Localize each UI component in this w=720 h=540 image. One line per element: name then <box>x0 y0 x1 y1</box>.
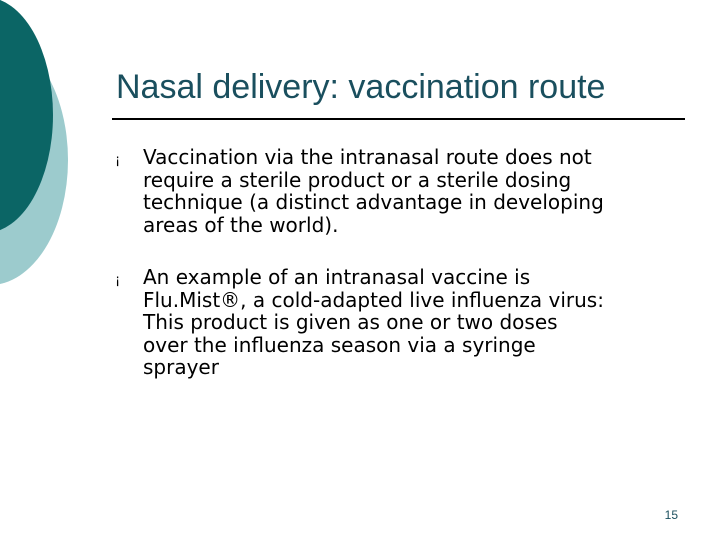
bullet-text-1 <box>143 146 683 236</box>
bullet-2-line: This product is given as one or two doses <box>143 310 558 334</box>
bullet-1-line: Vaccination via the intranasal route does not <box>143 145 592 169</box>
slide-title: Nasal delivery: vaccination route <box>116 68 606 106</box>
page-number: 15 <box>664 508 678 522</box>
bullet-1-line: technique (a distinct advantage in developing <box>143 190 604 214</box>
bullet-2-line: Flu.Mist®, a cold-adapted live influenza virus: <box>143 287 604 312</box>
bullet-marker-icon: ¡ <box>115 273 121 288</box>
bullet-1-line: require a sterile product or a sterile dosing <box>143 167 572 192</box>
bullet-2-line: sprayer <box>143 355 219 379</box>
title-underline <box>112 118 685 120</box>
bullet-text-2 <box>143 266 683 379</box>
bullet-1-line: areas of the world). <box>143 212 339 237</box>
bullet-2-line: over the influenza season via a syringe <box>143 332 536 357</box>
bullet-2-line: An example of an intranasal vaccine is <box>143 265 531 289</box>
bullet-marker-icon: ¡ <box>115 153 121 168</box>
